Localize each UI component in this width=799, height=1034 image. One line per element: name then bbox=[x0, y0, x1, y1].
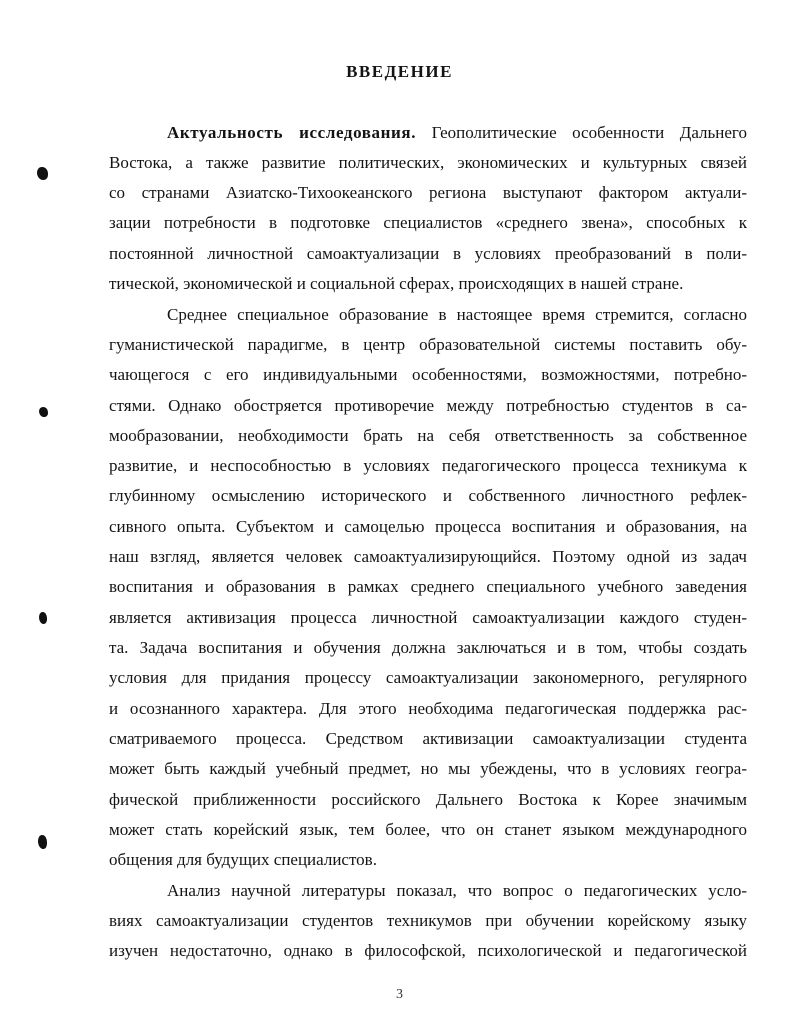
text-line: Среднее специальное образование в настоящее время стремится, согласно bbox=[167, 305, 747, 324]
text-line: Востока, а также развитие политических, экономических и культурных связей bbox=[109, 153, 747, 172]
text-line: наш взгляд, является человек самоактуализирующийся. Поэтому одной из задач bbox=[109, 547, 747, 566]
text-line: тической, экономической и социальной сферах, происходящих в нашей стране. bbox=[109, 274, 684, 293]
text-line: воспитания и образования в рамках среднего специального учебного заведения bbox=[109, 577, 747, 596]
lead-phrase: Актуальность исследования. bbox=[167, 123, 417, 142]
scan-mark bbox=[38, 835, 47, 849]
scan-mark bbox=[37, 167, 48, 180]
text-line: и осознанного характера. Для этого необходима педагогическая поддержка рас- bbox=[109, 699, 747, 718]
text-line: может быть каждый учебный предмет, но мы убеждены, что в условиях геогра- bbox=[109, 759, 747, 778]
text-line: стями. Однако обостряется противоречие между потребностью студентов в са- bbox=[109, 396, 747, 415]
text-line: та. Задача воспитания и обучения должна заключаться и в том, чтобы создать bbox=[109, 638, 747, 657]
text-line bbox=[167, 122, 747, 144]
text-line: зации потребности в подготовке специалистов «среднего звена», способных к bbox=[109, 213, 747, 232]
text-line: глубинному осмыслению исторического и собственного личностного рефлек- bbox=[109, 486, 747, 505]
scan-mark bbox=[39, 407, 48, 417]
page-title: ВВЕДЕНИЕ bbox=[346, 62, 453, 81]
text-line: сматриваемого процесса. Средством активизации самоактуализации студента bbox=[109, 729, 747, 748]
scan-mark bbox=[39, 612, 47, 624]
text-line: условия для придания процессу самоактуализации закономерного, регулярного bbox=[109, 668, 747, 687]
text-line-content: Геополитические особенности Дальнего bbox=[416, 123, 747, 142]
text-line: чающегося с его индивидуальными особенностями, возможностями, потребно- bbox=[109, 365, 747, 384]
text-line: развитие, и неспособностью в условиях педагогического процесса техникума к bbox=[109, 456, 747, 475]
text-line: может стать корейский язык, тем более, что он станет языком международного bbox=[109, 820, 747, 839]
text-line: сивного опыта. Субъектом и самоцелью процесса воспитания и образования, на bbox=[109, 517, 747, 536]
text-line: гуманистической парадигме, в центр образовательной системы поставить обу- bbox=[109, 335, 747, 354]
text-line: виях самоактуализации студентов техникумов при обучении корейскому языку bbox=[109, 911, 747, 930]
text-line: изучен недостаточно, однако в философской, психологической и педагогической bbox=[109, 941, 747, 960]
text-line: общения для будущих специалистов. bbox=[109, 850, 377, 869]
text-line: Анализ научной литературы показал, что вопрос о педагогических усло- bbox=[167, 881, 747, 900]
text-line: со странами Азиатско-Тихоокеанского региона выступают фактором актуали- bbox=[109, 183, 747, 202]
text-line: постоянной личностной самоактуализации в условиях преобразований в поли- bbox=[109, 244, 747, 263]
text-line: мообразовании, необходимости брать на себя ответственность за собственное bbox=[109, 426, 747, 445]
text-line: является активизация процесса личностной самоактуализации каждого студен- bbox=[109, 608, 747, 627]
page-number: 3 bbox=[396, 987, 403, 1002]
text-line: фической приближенности российского Дальнего Востока к Корее значимым bbox=[109, 790, 747, 809]
